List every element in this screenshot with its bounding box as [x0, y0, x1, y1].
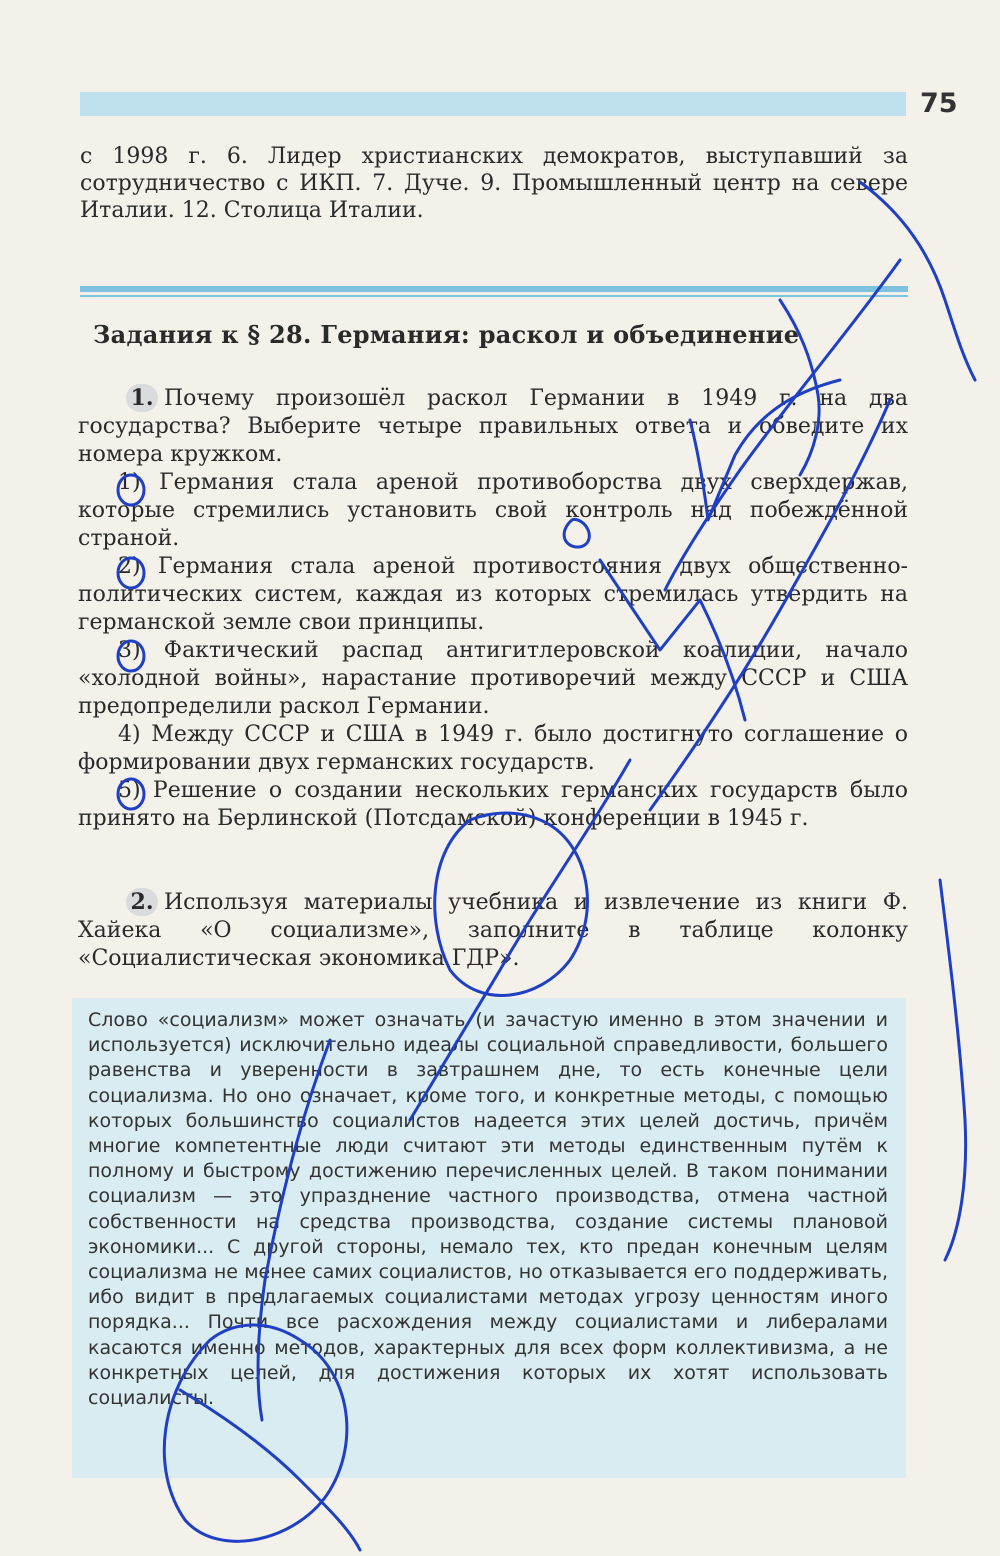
task-1-question: Почему произошёл раскол Германии в 1949 г. на два государства? Выберите четыре правильных ответа и обведите их номера кружком. — [78, 386, 908, 467]
task-1-option-3: 3) Фактический распад антигитлеровской коалиции, начало «холодной войны», нарастание противоречий между СССР и США предопределили раскол Германии. — [78, 638, 908, 719]
section-rule-thin — [80, 295, 908, 297]
task-2-question-line — [78, 888, 908, 973]
task-1-option-1: 1) Германия стала ареной противоборства двух сверхдержав, которые стремились установить свой контроль над побеждённой страной. — [78, 470, 908, 551]
task-2-question: Используя материалы учебника и извлечение из книги Ф. Хайека «О социализме», заполните в таблице колонку «Социалистическая экономика ГДР». — [78, 890, 908, 971]
task-1 — [78, 384, 908, 833]
section-title: Задания к § 28. Германия: раскол и объединение — [93, 320, 800, 349]
header-band — [80, 92, 906, 116]
page-number: 75 — [920, 88, 958, 119]
task-1-question-line — [78, 384, 908, 469]
task-1-option-4: 4) Между СССР и США в 1949 г. было достигнуто соглашение о формировании двух германских государств. — [78, 722, 908, 775]
section-rule — [80, 286, 908, 292]
task-2 — [78, 888, 908, 973]
task-1-number-badge: 1. — [126, 384, 158, 412]
task-1-option-2: 2) Германия стала ареной противостояния двух общественно-политических систем, каждая из которых стремилась утвердить на германской земле свои принципы. — [78, 554, 908, 635]
continued-paragraph: с 1998 г. 6. Лидер христианских демократов, выступавший за сотрудничество с ИКП. 7. Дуче. 9. Промышленный центр на севере Италии. 12. Столица Италии. — [80, 144, 908, 223]
task-2-number-badge: 2. — [126, 888, 158, 916]
source-excerpt-text: Слово «социализм» может означать (и зачастую именно в этом значении и используется) исключительно идеалы социальной справедливости, большего равенства и уверенности в завтрашнем дне, то есть конечные цели социализма. Но оно означает, кроме того, и конкретные методы, с помощью которых большинство социалистов надеется этих целей достичь, причём многие компетентные люди считают эти методы единственным путём к полному и быстрому достижению перечисленных целей. В таком понимании социализм — это упразднение частного производства, отмена частной собственности на средства производства, создание системы плановой экономики... С другой стороны, немало тех, кто предан конечным целям социализма не менее самих социалистов, но отказывается его поддерживать, ибо видит в предлагаемых социалистами методах угрозу ценностям иного порядка... Почти все расхождения между социалистами и либералами касаются именно методов, характерных для всех форм коллективизма, а не конкретных целей, для достижения которых их хотят использовать социалисты. — [88, 1009, 888, 1410]
task-1-option-5: 5) Решение о создании нескольких германских государств было принято на Берлинской (Потсдамской) конференции в 1945 г. — [78, 778, 908, 831]
ink-stroke-right-margin — [940, 880, 966, 1260]
